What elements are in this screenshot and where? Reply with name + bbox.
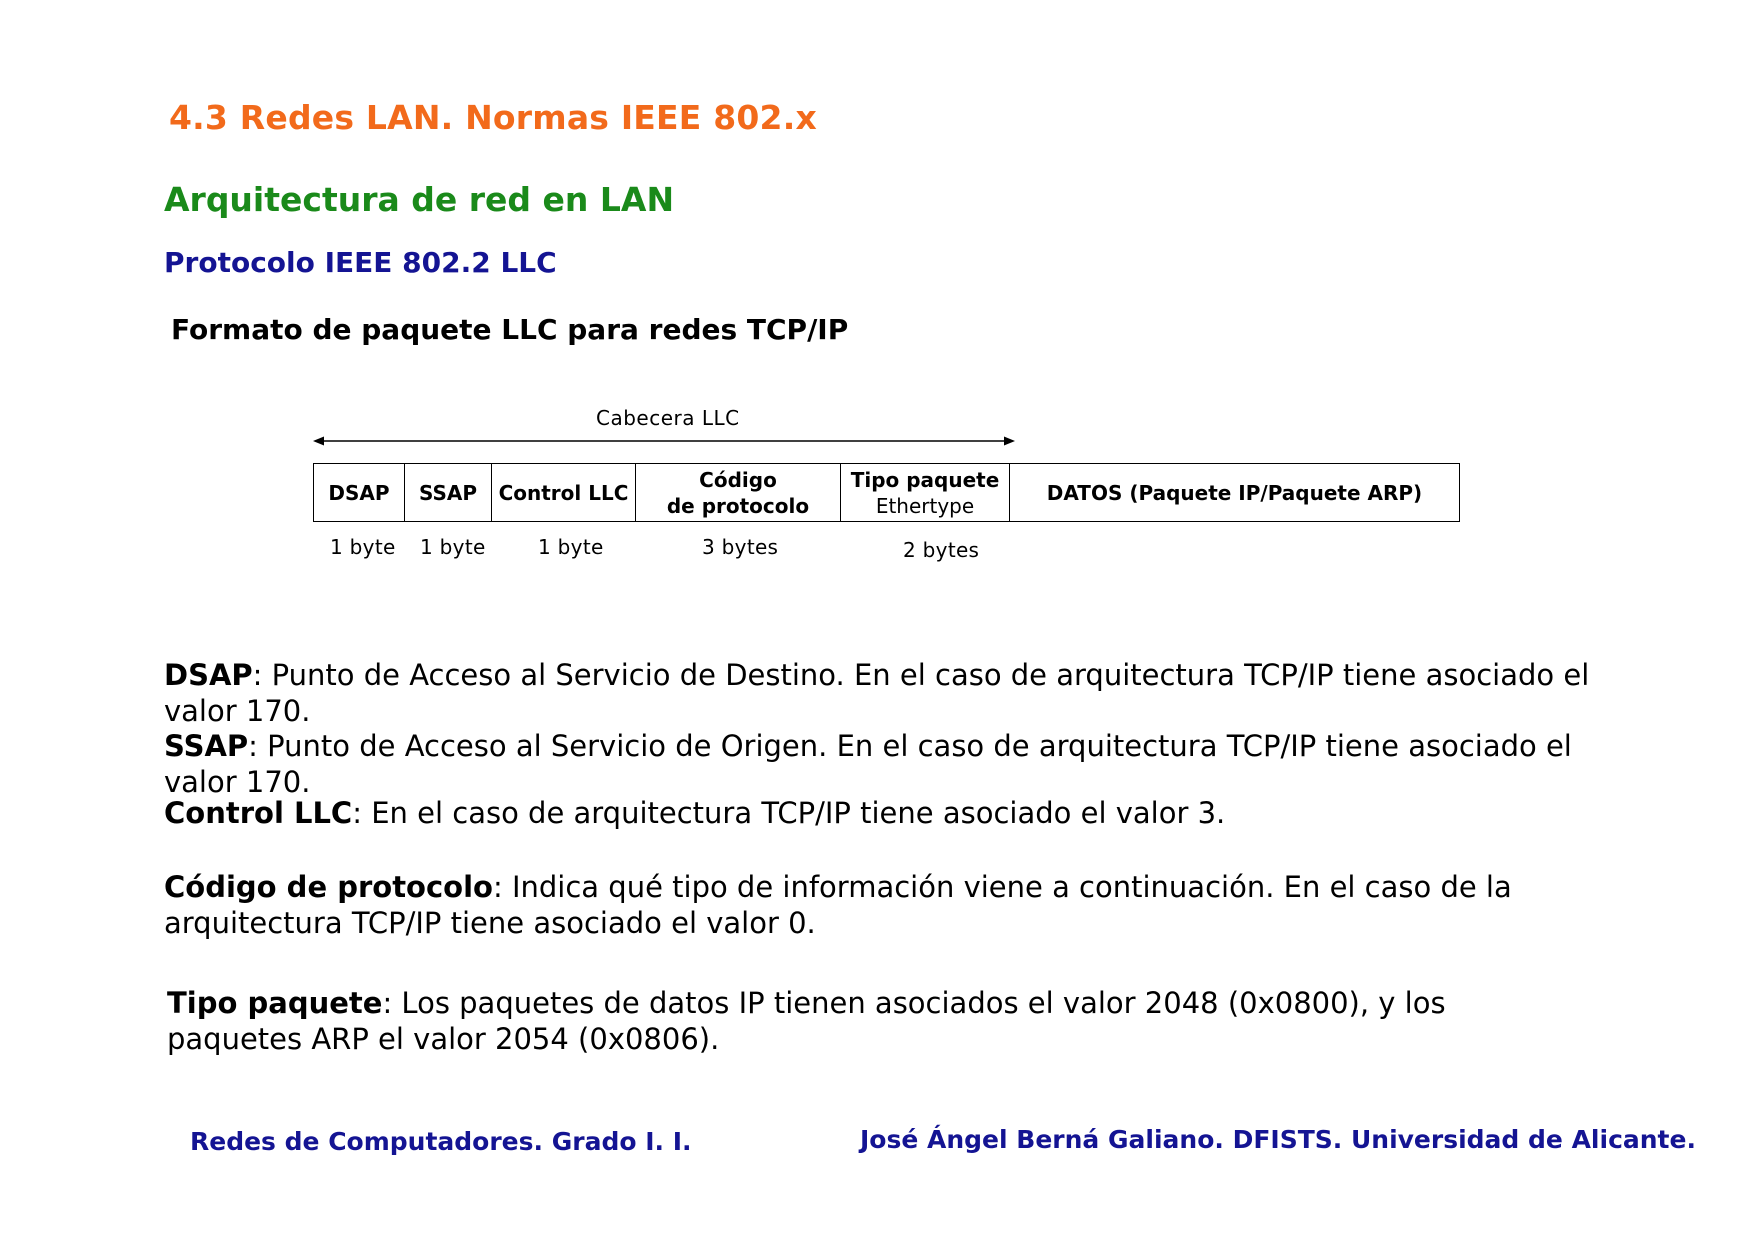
size-dsap: 1 byte	[330, 535, 396, 559]
field-datos: DATOS (Paquete IP/Paquete ARP)	[1010, 464, 1460, 522]
field-tipo-line1: Tipo paquete	[850, 467, 1000, 492]
field-tipo-line2: Ethertype	[875, 493, 975, 518]
footer-course: Redes de Computadores. Grado I. I.	[190, 1127, 692, 1156]
size-ssap: 1 byte	[420, 535, 486, 559]
size-codigo-protocolo: 3 bytes	[702, 535, 779, 559]
desc-dsap: DSAP: Punto de Acceso al Servicio de Destino. En el caso de arquitectura TCP/IP tiene asociado el valor 170.	[164, 658, 1590, 728]
field-dsap: DSAP	[314, 464, 405, 522]
field-codigo-line1: Código	[699, 467, 777, 492]
format-title: Formato de paquete LLC para redes TCP/IP	[171, 313, 849, 346]
desc-ssap: SSAP: Punto de Acceso al Servicio de Origen. En el caso de arquitectura TCP/IP tiene asociado el valor 170.	[164, 729, 1572, 799]
field-control-llc: Control LLC	[492, 464, 636, 522]
page-title: 4.3 Redes LAN. Normas IEEE 802.x	[169, 98, 817, 137]
section-title: Arquitectura de red en LAN	[164, 180, 675, 219]
field-tipo-paquete	[841, 464, 1010, 522]
size-control-llc: 1 byte	[538, 535, 604, 559]
desc-control-llc: Control LLC: En el caso de arquitectura TCP/IP tiene asociado el valor 3.	[164, 796, 1226, 830]
llc-frame-table	[313, 463, 1460, 522]
header-label: Cabecera LLC	[596, 406, 740, 430]
desc-codigo-protocolo: Código de protocolo: Indica qué tipo de información viene a continuación. En el caso de la arquitectura TCP/IP tiene asociado el valor 0.	[164, 870, 1512, 940]
desc-tipo-paquete: Tipo paquete: Los paquetes de datos IP tienen asociados el valor 2048 (0x0800), y los paquetes ARP el valor 2054 (0x0806).	[167, 986, 1446, 1056]
size-tipo-paquete: 2 bytes	[903, 538, 980, 562]
protocol-title: Protocolo IEEE 802.2 LLC	[164, 246, 557, 279]
field-ssap: SSAP	[405, 464, 492, 522]
field-codigo-protocolo	[636, 464, 841, 522]
field-codigo-line2: de protocolo	[666, 493, 810, 518]
footer-author: José Ángel Berná Galiano. DFISTS. Universidad de Alicante.	[860, 1125, 1696, 1154]
